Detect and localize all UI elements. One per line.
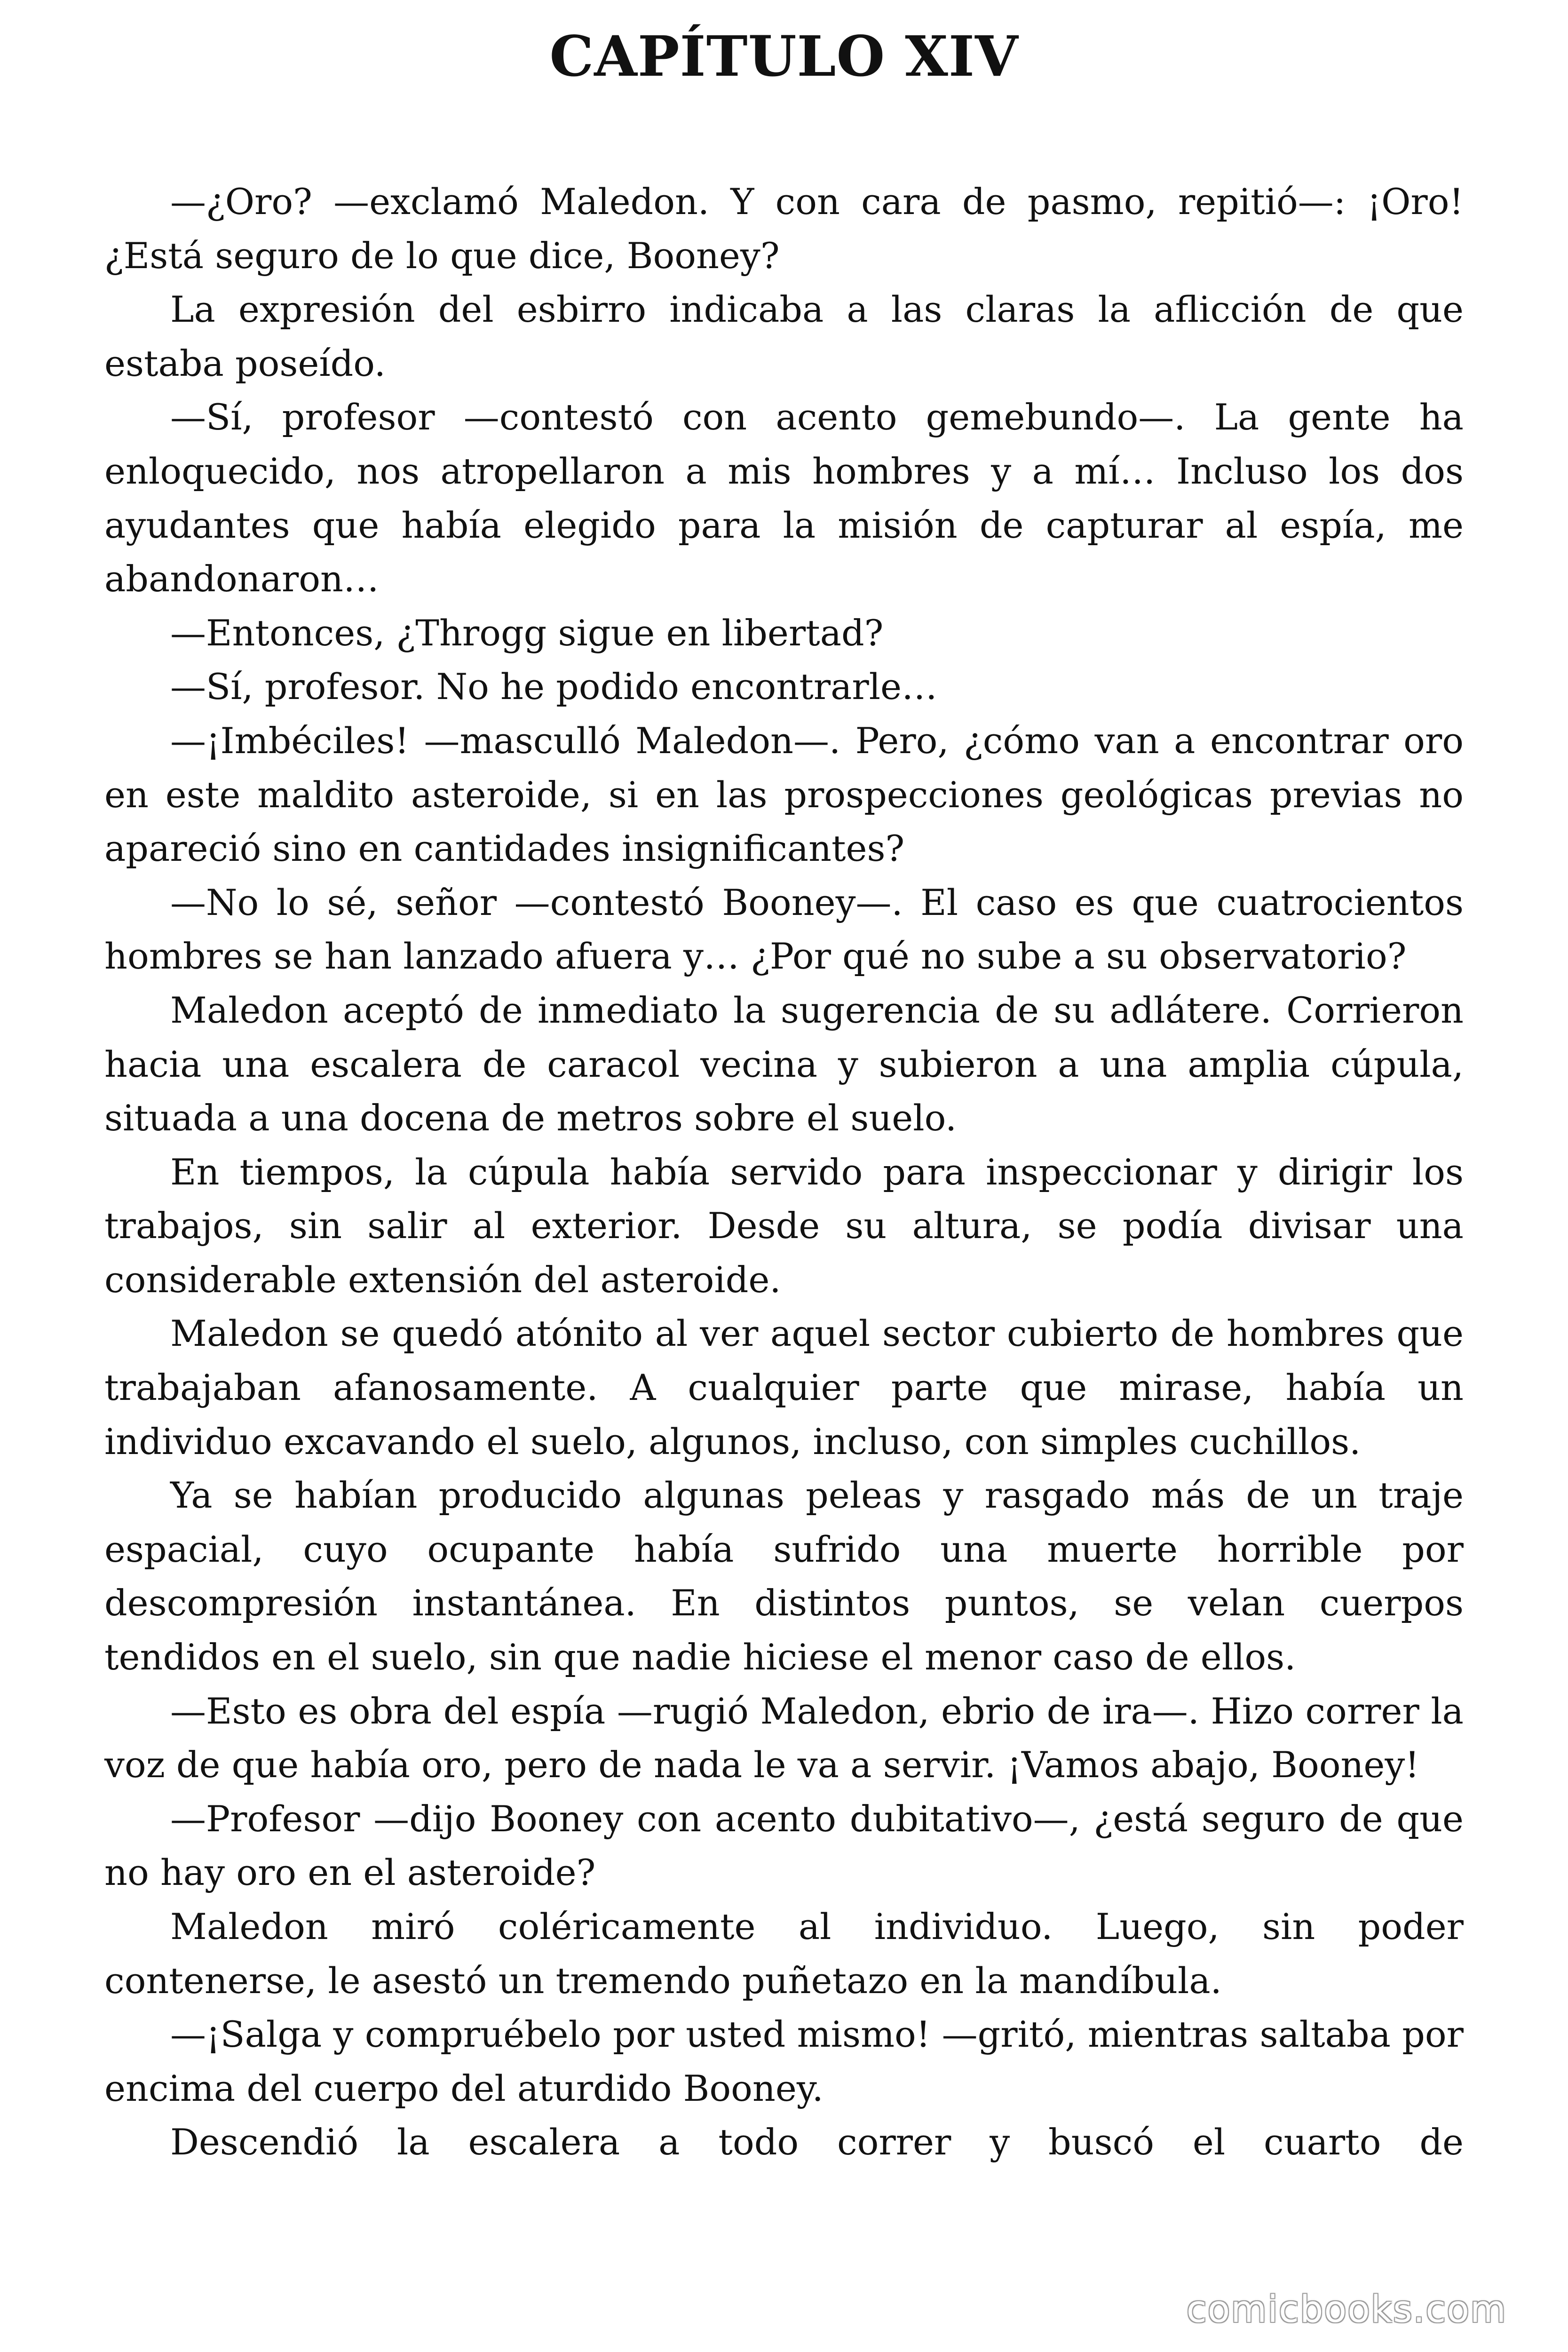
chapter-title: CAPÍTULO XIV <box>549 24 1019 89</box>
paragraph: —Entonces, ¿Throgg sigue en libertad? <box>170 612 884 654</box>
watermark: comicbooks.com <box>1186 2288 1507 2331</box>
chapter-body <box>104 175 1464 2169</box>
paragraph: —Sí, profesor. No he podido encontrarle… <box>170 666 937 708</box>
paragraph: —¡Salga y compruébelo por usted mismo! —gritó, mientras saltaba por encima del cuerpo del aturdido Booney. <box>104 2013 1464 2109</box>
paragraph-continued: Descendió la escalera a todo correr y buscó el cuarto de <box>170 2121 1464 2163</box>
paragraph: —¿Oro? —exclamó Maledon. Y con cara de pasmo, repitió—: ¡Oro! ¿Está seguro de lo que dice, Booney? <box>104 181 1464 277</box>
paragraph: —¡Imbéciles! —masculló Maledon—. Pero, ¿cómo van a encontrar oro en este maldito asteroide, si en las prospecciones geológicas previas no apareció sino en cantidades insignificantes? <box>104 719 1464 870</box>
paragraph: —Esto es obra del espía —rugió Maledon, ebrio de ira—. Hizo correr la voz de que había oro, pero de nada le va a servir. ¡Vamos abajo, Booney! <box>104 1690 1464 1786</box>
paragraph: —Profesor —dijo Booney con acento dubitativo—, ¿está seguro de que no hay oro en el asteroide? <box>104 1797 1464 1894</box>
paragraph: En tiempos, la cúpula había servido para inspeccionar y dirigir los trabajos, sin salir al exterior. Desde su altura, se podía divisar una considerable extensión del asteroide. <box>104 1151 1464 1301</box>
paragraph: Maledon aceptó de inmediato la sugerencia de su adlátere. Corrieron hacia una escalera de caracol vecina y subieron a una amplia cúpula, situada a una docena de metros sobre el suelo. <box>104 989 1464 1139</box>
paragraph: Ya se habían producido algunas peleas y rasgado más de un traje espacial, cuyo ocupante había sufrido una muerte horrible por descompresión instantánea. En distintos puntos, se velan cuerpos tendidos en el suelo, sin que nadie hiciese el menor caso de ellos. <box>104 1474 1464 1678</box>
paragraph: —No lo sé, señor —contestó Booney—. El caso es que cuatrocientos hombres se han lanzado afuera y… ¿Por qué no sube a su observatorio? <box>104 881 1464 977</box>
paragraph: Maledon miró coléricamente al individuo. Luego, sin poder contenerse, le asestó un tremendo puñetazo en la mandíbula. <box>104 1906 1464 2002</box>
paragraph: Maledon se quedó atónito al ver aquel sector cubierto de hombres que trabajaban afanosamente. A cualquier parte que mirase, había un individuo excavando el suelo, algunos, incluso, con simples cuchillos. <box>104 1312 1464 1462</box>
paragraph: La expresión del esbirro indicaba a las claras la aflicción de que estaba poseído. <box>104 288 1464 384</box>
paragraph: —Sí, profesor —contestó con acento gemebundo—. La gente ha enloquecido, nos atropellaron a mis hombres y a mí… Incluso los dos ayudantes que había elegido para la misión de capturar al espía, me abandonaron… <box>104 396 1464 600</box>
